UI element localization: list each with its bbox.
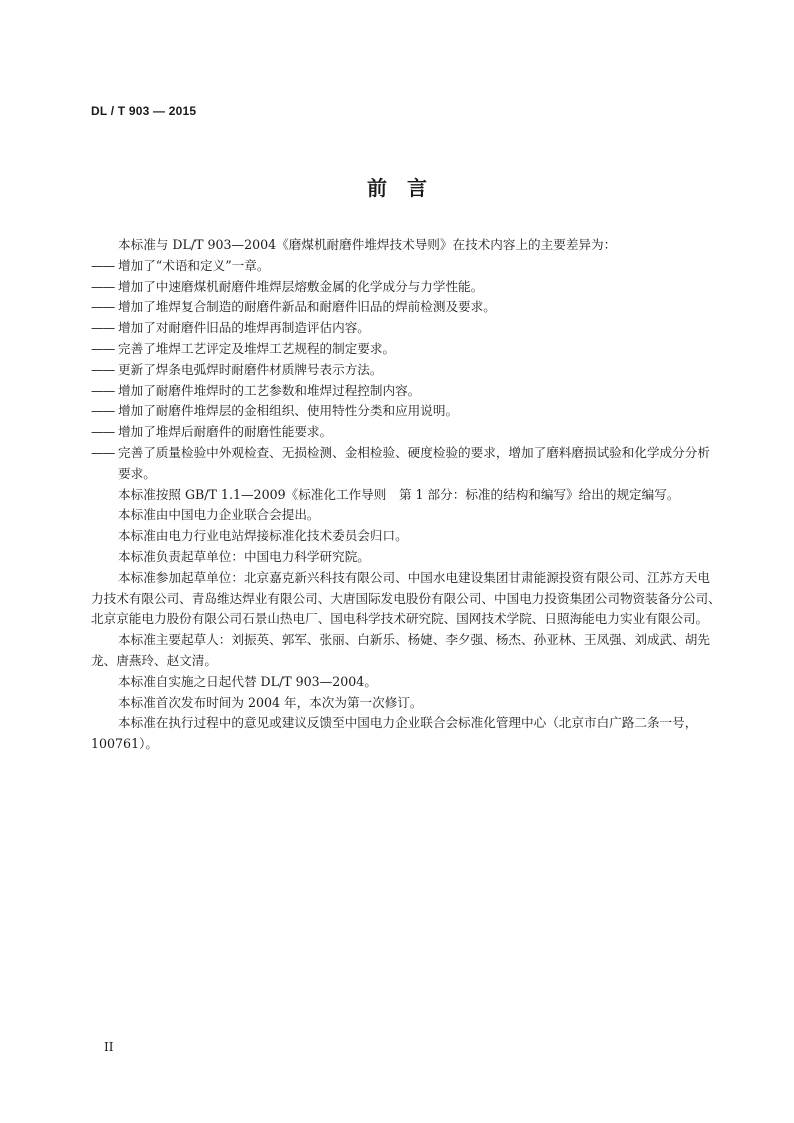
intro-paragraph: 本标准与 DL/T 903—2004《磨煤机耐磨件堆焊技术导则》在技术内容上的主要差异为： [118,237,617,252]
paragraph-main-drafters: 本标准主要起草人：刘振英、郭军、张丽、白新乐、杨婕、李夕强、杨杰、孙亚林、王凤强、刘成武、胡先龙、唐燕玲、赵文清。 [91,632,710,668]
dash-mark: —— [91,361,115,377]
dash-mark: —— [91,403,115,419]
changes-list [91,256,721,485]
paragraph-drafting-rules: 本标准按照 GB/T 1.1—2009《标准化工作导则 第 1 部分：标准的结构和编写》给出的规定编写。 [118,486,680,502]
page-title: 前 言 [367,176,427,200]
dash-mark: —— [91,382,115,398]
list-item [91,443,721,485]
list-item-text: 增加了对耐磨件旧品的堆焊再制造评估内容。 [118,320,370,336]
dash-mark: —— [91,444,115,460]
paragraph-lead-drafter: 本标准负责起草单位：中国电力科学研究院。 [118,548,370,564]
paragraph-history: 本标准首次发布时间为 2004 年，本次为第一次修订。 [118,694,423,710]
paragraph-feedback: 本标准在执行过程中的意见或建议反馈至中国电力企业联合会标准化管理中心（北京市白广路二条一号，100761）。 [91,715,698,752]
list-item [91,339,721,360]
list-item-text: 完善了堆焊工艺评定及堆焊工艺规程的制定要求。 [118,340,396,356]
paragraph-proposer: 本标准由中国电力企业联合会提出。 [118,507,320,523]
page-number: II [104,1040,114,1054]
paragraph-committee: 本标准由电力行业电站焊接标准化技术委员会归口。 [118,528,408,544]
list-item [91,256,721,277]
list-item [91,381,721,402]
dash-mark: —— [91,320,115,336]
list-item-text: 增加了堆焊复合制造的耐磨件新品和耐磨件旧品的焊前检测及要求。 [118,299,496,315]
list-item-text: 增加了耐磨件堆焊层的金相组织、使用特性分类和应用说明。 [118,403,459,419]
list-item [91,422,721,443]
dash-mark: —— [91,340,115,356]
dash-mark: —— [91,424,115,440]
list-item-text: 增加了“术语和定义”一章。 [118,257,270,273]
paragraph-replacement: 本标准自实施之日起代替 DL/T 903—2004。 [118,673,377,689]
document-code: DL / T 903 — 2015 [91,104,197,118]
dash-mark: —— [91,299,115,315]
list-item [91,297,721,318]
paragraph-participating-drafters: 本标准参加起草单位：北京嘉克新兴科技有限公司、中国水电建设集团甘肃能源投资有限公司、江苏方天电力技术有限公司、青岛维达焊业有限公司、大唐国际发电股份有限公司、中国电力投资集团公司物资装备分公司、北京京能电力股份有限公司石景山热电厂、国电科学技术研究院、国网技术学院、日照海能电力实业有限公司。 [91,569,721,627]
list-item-text: 增加了耐磨件堆焊时的工艺参数和堆焊过程控制内容。 [118,382,421,398]
list-item [91,360,721,381]
list-item-text: 更新了焊条电弧焊时耐磨件材质牌号表示方法。 [118,361,383,377]
list-item-text: 增加了堆焊后耐磨件的耐磨性能要求。 [118,424,333,440]
list-item [91,318,721,339]
dash-mark: —— [91,278,115,294]
preface-body [91,235,721,755]
dash-mark: —— [91,257,115,273]
list-item-text: 完善了质量检验中外观检查、无损检测、金相检验、硬度检验的要求，增加了磨料磨损试验和化学成分分析要求。 [118,444,710,481]
list-item-text: 增加了中速磨煤机耐磨件堆焊层熔敷金属的化学成分与力学性能。 [118,278,484,294]
list-item [91,277,721,298]
list-item [91,401,721,422]
